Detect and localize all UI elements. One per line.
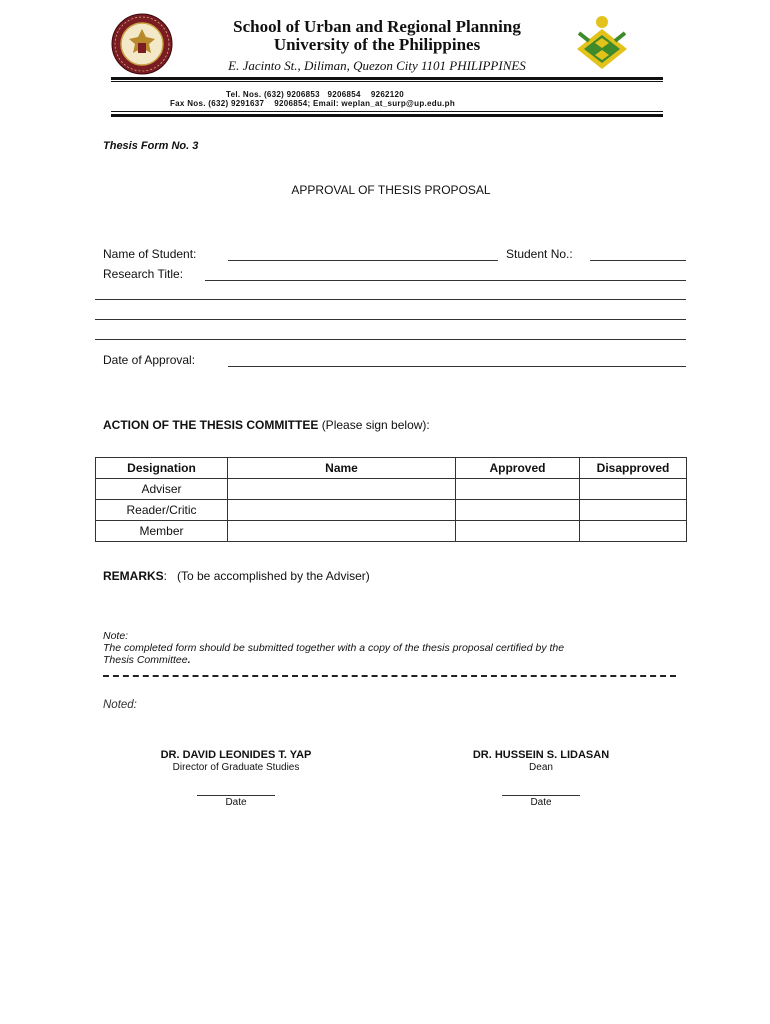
header-rule-bottom-thin	[111, 111, 663, 112]
committee-table	[95, 457, 687, 542]
approved-cell[interactable]	[456, 500, 580, 521]
table-header-row	[96, 458, 687, 479]
date-field[interactable]	[197, 795, 275, 796]
committee-instruction: (Please sign below):	[321, 418, 430, 432]
research-title-field-line-4[interactable]	[95, 339, 686, 340]
note-period: .	[187, 654, 191, 666]
form-number: Thesis Form No. 3	[103, 140, 199, 152]
note-text: The completed form should be submitted together with a copy of the thesis proposal certified by the	[103, 642, 565, 654]
column-header-disapproved: Disapproved	[580, 458, 687, 479]
signatory-position: Director of Graduate Studies	[172, 762, 300, 773]
remarks	[103, 569, 370, 583]
column-header-name: Name	[228, 458, 456, 479]
school-name-block	[176, 18, 578, 54]
approved-cell[interactable]	[456, 479, 580, 500]
designation-cell: Member	[96, 521, 228, 542]
research-title-field[interactable]	[205, 280, 686, 281]
signatory-name: DR. HUSSEIN S. LIDASAN	[472, 749, 610, 761]
date-approval-field[interactable]	[228, 366, 686, 367]
disapproved-cell[interactable]	[580, 479, 687, 500]
research-title-label: Research Title:	[103, 267, 184, 281]
research-title-field-line-2[interactable]	[95, 299, 686, 300]
date-approval-label: Date of Approval:	[103, 353, 196, 367]
note	[103, 630, 683, 666]
remarks-label: REMARKS	[103, 569, 164, 583]
disapproved-cell[interactable]	[580, 521, 687, 542]
date-field[interactable]	[502, 795, 580, 796]
table-row	[96, 500, 687, 521]
column-header-designation: Designation	[96, 458, 228, 479]
note-label: Note:	[103, 630, 129, 642]
table-row	[96, 521, 687, 542]
name-signature-cell[interactable]	[228, 479, 456, 500]
disapproved-cell[interactable]	[580, 500, 687, 521]
surp-logo-icon	[571, 13, 633, 71]
up-seal-icon	[111, 13, 173, 75]
school-name: School of Urban and Regional Planning	[233, 17, 521, 36]
address: E. Jacinto St., Diliman, Quezon City 1101 PHILIPPINES	[228, 58, 526, 73]
committee-heading	[103, 418, 430, 432]
signatory-director	[126, 749, 346, 808]
name-signature-cell[interactable]	[228, 500, 456, 521]
divider-dashed	[103, 675, 676, 679]
signatory-name: DR. DAVID LEONIDES T. YAP	[160, 749, 312, 761]
student-no-field[interactable]	[590, 260, 686, 261]
note-text-2	[103, 654, 683, 666]
date-label: Date	[530, 797, 552, 808]
remarks-text: : (To be accomplished by the Adviser)	[163, 569, 370, 583]
table-row	[96, 479, 687, 500]
header-rule-bottom	[111, 114, 663, 117]
header-rule-top	[111, 77, 663, 80]
committee-heading-text: ACTION OF THE THESIS COMMITTEE	[103, 418, 319, 432]
research-title-field-line-3[interactable]	[95, 319, 686, 320]
date-label: Date	[225, 797, 247, 808]
student-no-label: Student No.:	[506, 247, 573, 261]
header-rule-top-thin	[111, 81, 663, 82]
approved-cell[interactable]	[456, 521, 580, 542]
noted-label: Noted:	[103, 699, 137, 711]
tel-numbers: Tel. Nos. (632) 9206853 9206854 9262120	[226, 90, 405, 99]
signatory-dean	[431, 749, 651, 808]
name-label: Name of Student:	[103, 247, 197, 261]
name-signature-cell[interactable]	[228, 521, 456, 542]
name-field[interactable]	[228, 260, 498, 261]
signatory-position: Dean	[529, 762, 553, 773]
form-title: APPROVAL OF THESIS PROPOSAL	[291, 183, 491, 197]
designation-cell: Reader/Critic	[96, 500, 228, 521]
designation-cell: Adviser	[96, 479, 228, 500]
column-header-approved: Approved	[456, 458, 580, 479]
fax-email: Fax Nos. (632) 9291637 9206854; Email: weplan_at_surp@up.edu.ph	[170, 99, 456, 108]
university-name: University of the Philippines	[273, 35, 481, 54]
note-text-2-body: Thesis Committee	[103, 654, 188, 666]
